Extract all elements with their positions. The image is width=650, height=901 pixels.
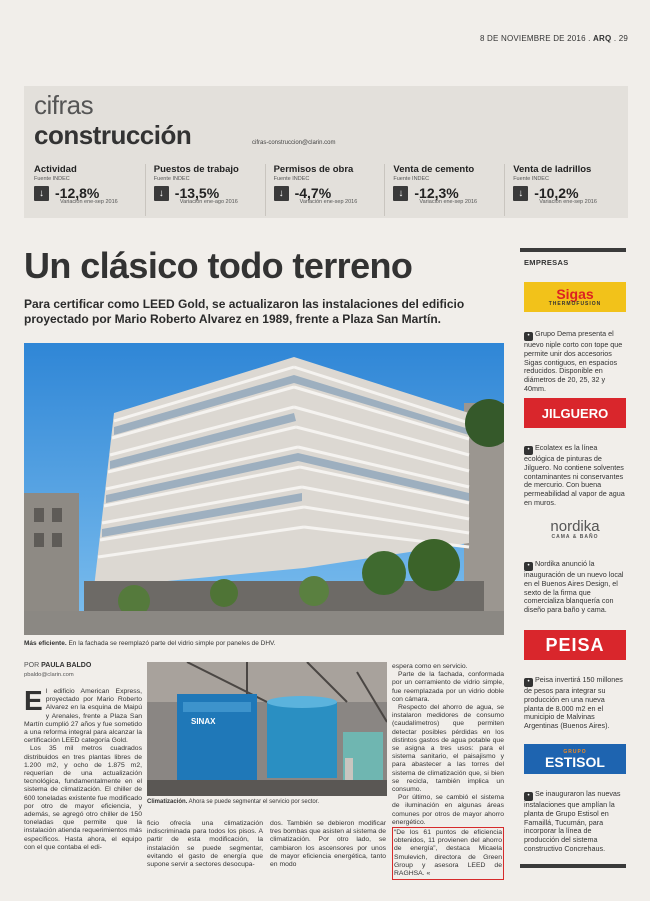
sidebar-item-sigas: [524, 330, 626, 394]
sidebar-item-peisa: [524, 676, 626, 731]
jilguero-logo: [524, 398, 626, 428]
quote-box: [392, 827, 504, 880]
col4-paragraph: espera como en servicio.: [392, 663, 468, 670]
estisol-logo-sub: GRUPO: [563, 749, 587, 755]
cifras-item: [34, 164, 145, 216]
jilguero-logo-name: JILGUERO: [541, 405, 609, 421]
cifras-grid: [34, 164, 624, 216]
cifras-item-source: Fuente INDEC: [34, 176, 70, 182]
sigas-logo-sub: THERMOFUSION: [548, 301, 602, 307]
col1-paragraph: Los 35 mil metros cuadrados distribuidos en tres plantas libres de 1.200 m2, y ocho de 1.875 m2, requerían de una actualización tecnológica, fundamentalmente en el sistema de climatización. El chiller de 600 toneladas existente fue modificado por otro de mayor eficiencia, y además, se agregó otro chiller de 150 toneladas que permite que la instalación atienda requerimientos más específicos. Hasta ahora, el equipo con el que contaba el edi-: [24, 745, 142, 851]
arrow-down-icon: ↓: [154, 186, 169, 201]
end-mark: «: [426, 870, 431, 878]
arrow-down-icon: ↓: [274, 186, 289, 201]
bullet-icon: •: [524, 446, 533, 455]
byline: [24, 662, 91, 669]
cifras-item: [504, 164, 624, 216]
cifras-item: [265, 164, 385, 216]
building-illustration: [24, 343, 504, 635]
photo2-caption: [147, 799, 387, 805]
cifras-item: [145, 164, 265, 216]
bullet-icon: •: [524, 678, 533, 687]
cifras-item-source: Fuente INDEC: [513, 176, 549, 182]
arrow-down-icon: ↓: [393, 186, 408, 201]
col3-paragraph: dos. También se debieron modificar tres bombas que asisten al sistema de climatización. Por otro lado, se cambiaron los ascensores por unos de mayor eficiencia energética, tanto en modo: [270, 820, 386, 869]
arrow-down-icon: ↓: [513, 186, 528, 201]
machinery-photo: [147, 662, 387, 796]
article-column-2: [147, 820, 263, 869]
col4-paragraph: Parte de la fachada, conformada por un cerramiento de vidrio simple, fue reemplazada por un vidrio doble con cámara.: [392, 671, 504, 703]
col4-paragraph: Respecto del ahorro de agua, se instalaron medidores de consumo (caudalímetros) que permiten detectar posibles pérdidas en los distintos gastos de agua potable que se asigna a tres usos: para el sistema sanitario, el paisajismo y para abastecer a las torres del sistema de climatización que, si bien se recicla, también implica un consumo.: [392, 704, 504, 794]
peisa-logo-name: PEISA: [545, 634, 605, 655]
cifras-title-bold: construcción: [34, 120, 192, 150]
byline-prefix: POR: [24, 662, 42, 669]
bullet-icon: •: [524, 332, 533, 341]
sidebar-title: EMPRESAS: [524, 258, 569, 267]
cifras-item-label: Venta de ladrillos: [513, 164, 592, 175]
sidebar-item-estisol: [524, 790, 626, 854]
cifras-item-period: Variación ene-ago 2016: [179, 199, 238, 205]
caption-text: En la fachada se reemplazó parte del vidrio simple por paneles de DHV.: [66, 640, 276, 647]
cifras-item-period: Variación ene-sep 2016: [419, 199, 478, 205]
sigas-text: Grupo Dema presenta el nuevo niple corto con tope que permite unir dos accesorios Sigas contiguos, en espacios reducidos. Disponible en diámetros de 20, 25, 32 y 40mm.: [524, 329, 623, 393]
quote-text: “De los 61 puntos de eficiencia obtenidos, 11 provienen del ahorro de energía”, destaca Micaela Smulevich, directora de Green Group y asesora LEED de RAGHSA.: [394, 829, 502, 878]
col2-paragraph: ficio ofrecía una climatización indiscriminada para todos los pisos. A partir de esta modificación, la instalación se puede segmentar, evitando el gasto de energía que supone servir a sectores desocupa-: [147, 820, 263, 869]
cifras-item-source: Fuente INDEC: [273, 176, 310, 182]
peisa-logo: [524, 630, 626, 660]
col4-paragraph: Por último, se cambió el sistema de iluminación en algunas áreas comunes por otros de mayor ahorro energético.: [392, 794, 504, 826]
sidebar-item-nordika: [524, 560, 626, 615]
caption2-text: Ahora se puede segmentar el servicio por sector.: [187, 799, 320, 805]
bullet-icon: •: [524, 562, 533, 571]
empresas-sidebar: [520, 248, 626, 868]
article-deck: Para certificar como LEED Gold, se actualizaron las instalaciones del edificio proyectado por Mario Roberto Alvarez en 1989, frente a Plaza San Martín.: [24, 297, 465, 326]
building-photo: [24, 343, 504, 635]
cifras-item-label: Permisos de obra: [273, 164, 354, 175]
sigas-logo-name: Sigas: [556, 286, 594, 302]
cifras-item-value: -4,7%: [294, 185, 332, 201]
cifras-item: [384, 164, 504, 216]
machinery-illustration: [147, 662, 387, 796]
dateline-date: 8 DE NOVIEMBRE DE 2016: [479, 34, 586, 43]
cifras-item-source: Fuente INDEC: [153, 176, 190, 182]
nordika-text: Nordika anunció la inauguración de un nuevo local en el Buenos Aires Design, el sexto de la firma que comercializa blanquería con diseño para baño y cama.: [524, 559, 624, 615]
nordika-logo-sub: CAMA & BAÑO: [551, 533, 599, 540]
article-headline: Un clásico todo terreno: [24, 245, 413, 286]
col1-lead: l edificio American Express, proyectado por Mario Roberto Alvarez en la esquina de Maipú y Arenales, frente a Plaza San Martín cumplió 27 años y fue sometido a una reforma integral para alcanzar la certificación LEED categoría Gold.: [24, 688, 142, 745]
dateline: 8 DE NOVIEMBRE DE 2016 . ARQ . 29: [479, 34, 628, 43]
caption2-bold: Climatización.: [147, 799, 188, 805]
nordika-logo: [524, 514, 626, 544]
article-column-1: [24, 685, 142, 852]
cifras-item-value: -10,2%: [534, 185, 579, 201]
cifras-item-source: Fuente INDEC: [393, 176, 430, 182]
dateline-section: ARQ: [593, 34, 612, 43]
cifras-email: cifras-construccion@clarin.com: [252, 140, 336, 146]
nordika-logo-name: nordika: [550, 517, 600, 535]
cifras-panel: [24, 86, 628, 218]
cifras-item-period: Variación ene-sep 2016: [60, 199, 118, 205]
sidebar-bottom-rule: [520, 864, 626, 868]
sidebar-top-rule: [520, 248, 626, 252]
estisol-logo-name: ESTISOL: [545, 754, 605, 770]
machinery-sign: SINAX: [191, 717, 216, 726]
cifras-item-label: Puestos de trabajo: [153, 164, 239, 175]
peisa-text: Peisa invertirá 150 millones de pesos para integrar su producción en una nueva planta de 8.000 m2 en el municipio de Malvinas Argentinas (Buenos Aires).: [524, 675, 623, 731]
cifras-title-light: cifras: [34, 90, 94, 120]
sigas-logo: [524, 282, 626, 312]
photo-caption: [24, 640, 504, 647]
cifras-item-value: -12,3%: [414, 185, 459, 201]
cifras-item-period: Variación ene-sep 2016: [539, 199, 597, 205]
estisol-text: Se inauguraron las nuevas instalaciones que amplían la planta de Grupo Estisol en Famaillá, Tucumán, para incorporar la línea de producción del sistema constructivo Concrehaus.: [524, 789, 621, 853]
byline-name: PAULA BALDO: [41, 662, 92, 669]
article-column-3: [270, 820, 386, 869]
cifras-item-label: Actividad: [34, 164, 77, 175]
cifras-item-value: -13,5%: [174, 185, 220, 201]
bullet-icon: •: [524, 792, 533, 801]
article-column-4: [392, 663, 504, 880]
byline-email: pbaldo@clarin.com: [24, 672, 74, 678]
caption-bold: Más eficiente.: [24, 640, 67, 647]
dropcap: E: [24, 685, 43, 716]
estisol-logo: [524, 744, 626, 774]
cifras-item-period: Variación ene-sep 2016: [299, 199, 358, 205]
cifras-item-label: Venta de cemento: [393, 164, 475, 175]
arrow-down-icon: ↓: [34, 186, 49, 201]
cifras-item-value: -12,8%: [55, 185, 100, 201]
jilguero-text: Ecolatex es la línea ecológica de pinturas de Jilguero. No contiene solventes contaminantes ni conservantes de mercurio. Con buena permeabilidad al vapor de agua en muros.: [524, 443, 625, 507]
dateline-page: 29: [618, 34, 628, 43]
sidebar-item-jilguero: [524, 444, 626, 508]
